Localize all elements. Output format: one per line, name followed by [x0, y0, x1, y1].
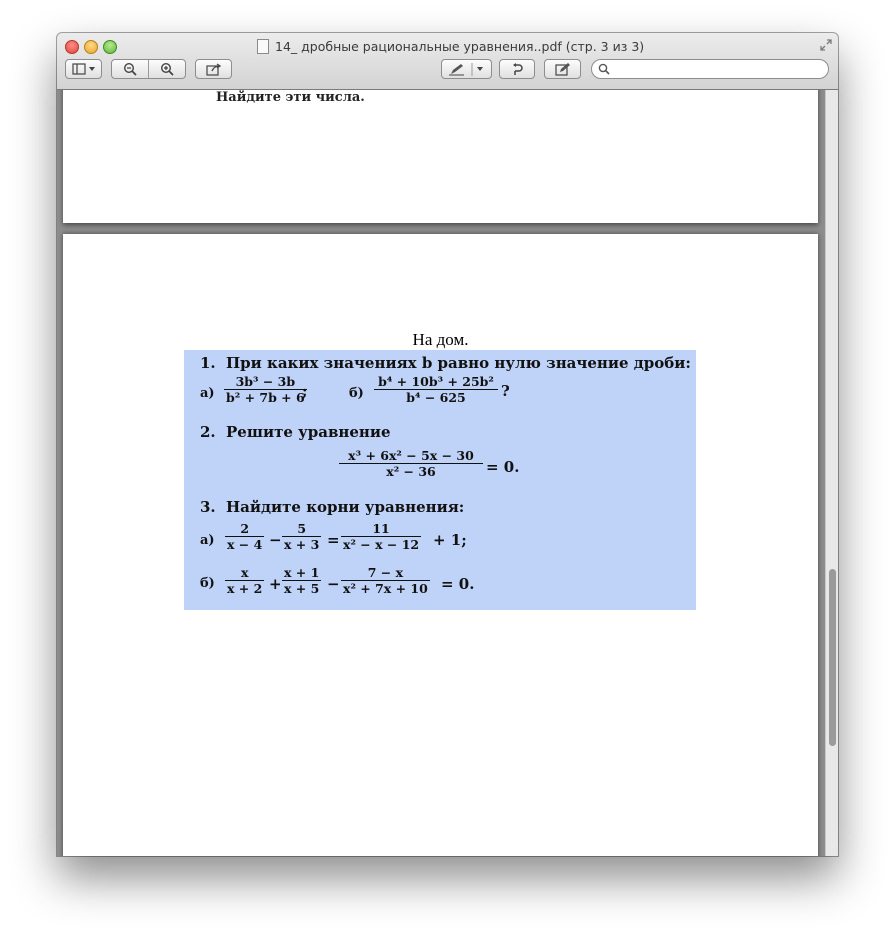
fraction-numerator: 7 − x	[367, 565, 404, 580]
window-title	[257, 38, 657, 54]
minimize-window-button[interactable]	[84, 40, 98, 54]
zoom-in-icon	[160, 62, 174, 76]
zoom-out-icon	[123, 62, 137, 76]
rotate-button[interactable]	[499, 59, 535, 79]
task-3b-fraction-1	[225, 565, 264, 596]
task-1b-fraction	[374, 374, 498, 405]
task-3a-label: а)	[200, 533, 215, 548]
fraction-numerator: 11	[372, 521, 390, 536]
task-3b-fraction-3	[341, 565, 430, 596]
fraction-denominator: b⁴ − 625	[374, 389, 498, 405]
task-3a-fraction-1	[225, 521, 264, 552]
task-1-separator: ;	[302, 382, 308, 400]
fraction-numerator: 5	[297, 521, 307, 536]
preview-window	[57, 33, 838, 856]
window-title-text: 14_ дробные рациональные уравнения..pdf (стр. 3 из 3)	[275, 38, 645, 54]
task-1b-label: б)	[349, 386, 364, 401]
fraction-denominator: b² + 7b + 6	[226, 390, 305, 405]
pen-icon	[447, 63, 487, 76]
search-icon	[598, 63, 610, 75]
edit-icon	[555, 62, 571, 76]
page-text: Найдите эти числа.	[216, 90, 365, 105]
fraction-denominator: x + 2	[227, 581, 263, 596]
task-3a-end: + 1;	[433, 531, 467, 549]
task-1a-label: а)	[200, 386, 215, 401]
operator-plus: +	[269, 575, 282, 593]
document-view[interactable]	[57, 90, 838, 856]
vertical-scrollbar[interactable]	[825, 90, 838, 856]
task-3a-fraction-2	[282, 521, 321, 552]
task-1-text: При каких значениях b равно нулю значение дроби:	[226, 354, 691, 372]
task-3b-label: б)	[200, 576, 215, 591]
title-bar	[57, 33, 838, 90]
task-3-text: Найдите корни уравнения:	[226, 498, 465, 516]
annotate-button[interactable]	[441, 59, 492, 79]
zoom-segmented-control	[111, 59, 186, 79]
zoom-window-button[interactable]	[103, 40, 117, 54]
share-button[interactable]	[195, 59, 232, 79]
fraction-numerator: b⁴ + 10b³ + 25b²	[378, 374, 494, 389]
task-2-rhs: = 0.	[486, 458, 520, 476]
edit-toolbar-button[interactable]	[544, 59, 581, 79]
fraction-denominator: x − 4	[227, 537, 263, 552]
fraction-denominator: x + 5	[284, 581, 320, 596]
fraction-denominator: x + 3	[284, 537, 320, 552]
operator-minus: −	[269, 531, 282, 549]
sidebar-icon	[72, 63, 96, 75]
task-2-fraction	[339, 448, 483, 479]
fraction-numerator: 3b³ − 3b	[235, 374, 296, 389]
fraction-numerator: x + 1	[284, 565, 320, 580]
operator-minus: −	[327, 575, 340, 593]
zoom-out-button[interactable]	[112, 60, 149, 78]
task-2-text: Решите уравнение	[226, 423, 391, 441]
homework-tasks	[184, 350, 696, 610]
fraction-numerator: 2	[240, 521, 250, 536]
fraction-numerator: x³ + 6x² − 5x − 30	[348, 448, 474, 463]
sidebar-view-button[interactable]	[65, 59, 102, 79]
task-1a-fraction	[224, 374, 307, 405]
homework-heading: На дом.	[412, 330, 469, 349]
fraction-numerator: x	[240, 565, 249, 580]
fraction-denominator: x² − 36	[339, 463, 483, 479]
pdf-document-icon	[257, 39, 269, 54]
task-3b-fraction-2	[282, 565, 321, 596]
pdf-page-3	[63, 234, 818, 856]
task-2-number: 2.	[200, 423, 216, 441]
search-input[interactable]	[614, 62, 823, 78]
rotate-icon	[510, 62, 524, 76]
fraction-denominator: x² − x − 12	[343, 537, 420, 552]
task-1-question-mark: ?	[501, 382, 510, 400]
search-field[interactable]	[591, 59, 829, 79]
scrollbar-thumb[interactable]	[829, 569, 836, 746]
task-3a-fraction-3	[341, 521, 421, 552]
pdf-page-2	[63, 90, 818, 223]
task-1-number: 1.	[200, 354, 216, 372]
fraction-denominator: x² + 7x + 10	[343, 581, 428, 596]
zoom-in-button[interactable]	[149, 60, 185, 78]
close-window-button[interactable]	[65, 40, 79, 54]
share-icon	[206, 63, 222, 76]
operator-equals: =	[327, 531, 340, 549]
fullscreen-icon[interactable]	[820, 39, 832, 51]
task-3b-end: = 0.	[441, 575, 475, 593]
task-3-number: 3.	[200, 498, 216, 516]
